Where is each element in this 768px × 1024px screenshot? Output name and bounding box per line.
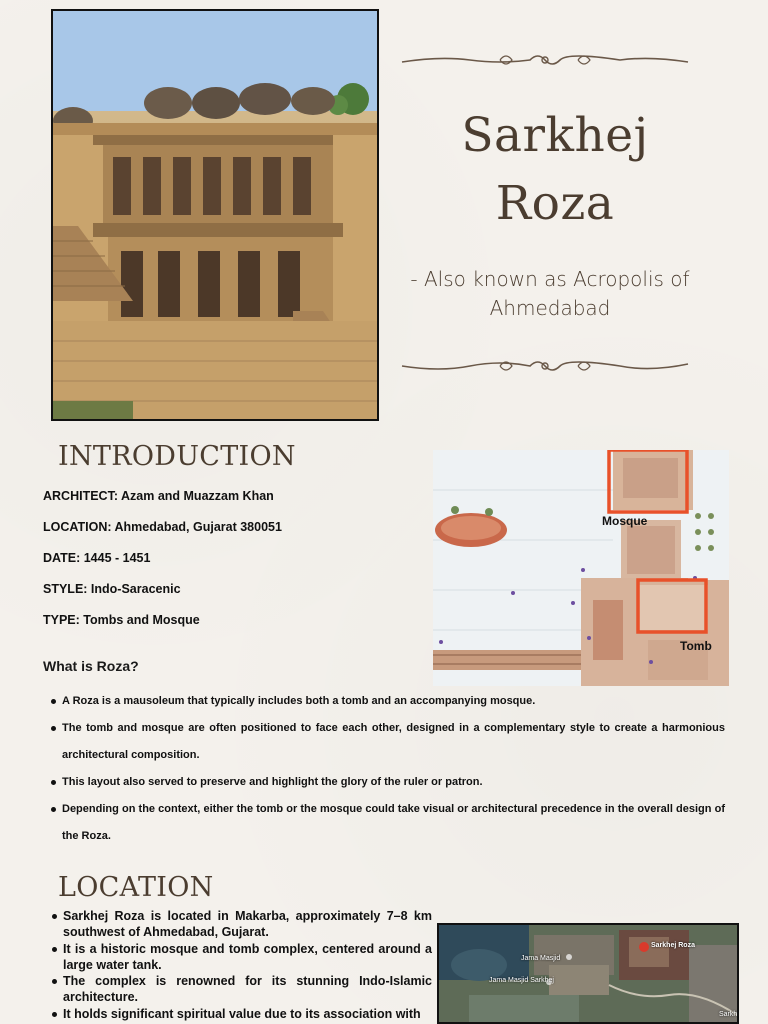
introduction-fields [43, 486, 403, 641]
map-label-corner: Sarkh [719, 1011, 738, 1018]
field-location: LOCATION: Ahmedabad, Gujarat 380051 [43, 520, 282, 534]
list-item: It is a historic mosque and tomb complex, centered around a large water tank. [63, 941, 432, 972]
field-style: STYLE: Indo-Saracenic [43, 582, 181, 596]
list-item: Sarkhej Roza is located in Makarba, approximately 7–8 km southwest of Ahmedabad, Gujarat. [63, 909, 432, 940]
list-item: Depending on the context, either the tomb or the mosque could take visual or architectural precedence in the overall design of the Roza. [62, 796, 725, 850]
subtitle: - Also known as Acropolis of Ahmedabad [410, 267, 690, 320]
introduction-heading: INTRODUCTION [58, 441, 296, 472]
field-architect: ARCHITECT: Azam and Muazzam Khan [43, 489, 274, 503]
tomb-label: Tomb [680, 639, 712, 653]
list-item: It holds significant spiritual value due to its association with [63, 1006, 432, 1022]
top-flourish [400, 48, 690, 72]
list-item: The tomb and mosque are often positioned to face each other, designed in a complementary style to create a harmonious architectural composition. [62, 715, 725, 769]
map-label-mosque: Jama Masjid [521, 955, 561, 962]
what-is-roza-heading: What is Roza? [43, 658, 139, 674]
location-heading: LOCATION [58, 872, 214, 903]
list-item: The complex is renowned for its stunning Indo-Islamic architecture. [63, 974, 432, 1005]
location-list [63, 908, 432, 1022]
field-date: DATE: 1445 - 1451 [43, 551, 151, 565]
list-item: A Roza is a mausoleum that typically includes both a tomb and an accompanying mosque. [62, 688, 725, 715]
page-title [420, 102, 690, 238]
hero-photo [51, 9, 379, 421]
list-item: This layout also served to preserve and highlight the glory of the ruler or patron. [62, 769, 725, 796]
site-plan-image [433, 450, 729, 686]
field-type: TYPE: Tombs and Mosque [43, 613, 200, 627]
map-label-place: Sarkhej Roza [651, 942, 695, 949]
mosque-label: Mosque [602, 514, 648, 528]
title-line-1: Sarkhej [461, 108, 649, 163]
what-is-roza-list [62, 688, 725, 850]
map-label-masjid: Jama Masjid Sarkhej [489, 977, 554, 984]
bottom-flourish [400, 354, 690, 378]
title-line-2: Roza [495, 176, 615, 231]
satellite-map-image [437, 923, 739, 1024]
